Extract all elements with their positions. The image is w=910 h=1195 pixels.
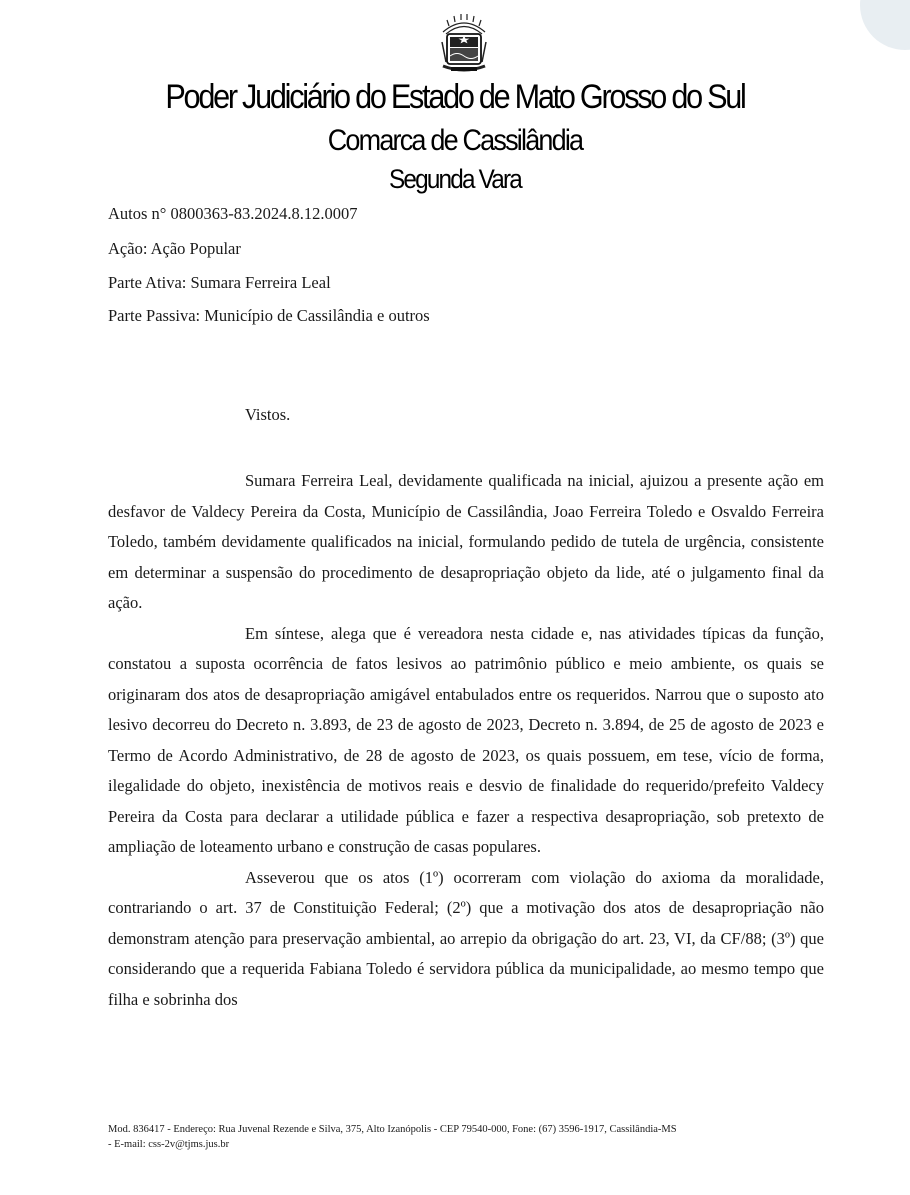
coat-of-arms-icon	[433, 12, 495, 76]
case-action: Ação: Ação Popular	[108, 239, 241, 258]
district-heading: Comarca de Cassilândia	[327, 124, 583, 157]
corner-decoration	[860, 0, 910, 50]
footer-email: - E-mail: css-2v@tjms.jus.br	[108, 1139, 230, 1150]
case-number: Autos n° 0800363-83.2024.8.12.0007	[108, 204, 358, 223]
footer-address: Mod. 836417 - Endereço: Rua Juvenal Rezende e Silva, 375, Alto Izanópolis - CEP 79540-000, Fone: (67) 3596-1917, Cassilândia-MS	[108, 1124, 677, 1135]
active-party: Parte Ativa: Sumara Ferreira Leal	[108, 273, 331, 292]
page-footer	[108, 1122, 824, 1152]
paragraph: Em síntese, alega que é vereadora nesta cidade e, nas atividades típicas da função, constatou a suposta ocorrência de fatos lesivos ao patrimônio público e meio ambiente, os quais se originaram dos atos de desapropriação amigável entabulados entre os requeridos. Narrou que o suposto ato lesivo decorreu do Decreto n. 3.893, de 23 de agosto de 2023, Decreto n. 3.894, de 25 de agosto de 2023 e Termo de Acordo Administrativo, de 28 de agosto de 2023, os quais possuem, em tese, vício de forma, ilegalidade do objeto, inexistência de motivos reais e desvio de finalidade do requerido/prefeito Valdecy Pereira da Costa para declarar a utilidade pública e fazer a respectiva desapropriação, sob pretexto de ampliação de loteamento urbano e construção de casas populares.	[108, 623, 824, 856]
court-division-heading: Segunda Vara	[389, 164, 521, 194]
paragraph: Sumara Ferreira Leal, devidamente qualificada na inicial, ajuizou a presente ação em desfavor de Valdecy Pereira da Costa, Município de Cassilândia, Joao Ferreira Toledo e Osvaldo Ferreira Toledo, também devidamente qualificados na inicial, formulando pedido de tutela de urgência, consistente em determinar a suspensão do procedimento de desapropriação objeto da lide, até o julgamento final da ação.	[108, 471, 824, 612]
paragraph: Asseverou que os atos (1º) ocorreram com violação do axioma da moralidade, contrariando o art. 37 de Constituição Federal; (2º) que a motivação dos atos de desapropriação não demonstram atenção para preservação ambiental, ao arrepio da obrigação do art. 23, VI, da CF/88; (3º) que considerando que a requerida Fabiana Toledo é servidora pública da municipalidade, ao mesmo tempo que filha e sobrinha dos	[108, 867, 824, 1009]
vistos-text: Vistos.	[245, 405, 291, 424]
court-name-heading: Poder Judiciário do Estado de Mato Grosso do Sul	[165, 78, 745, 116]
passive-party: Parte Passiva: Município de Cassilândia e outros	[108, 306, 430, 325]
document-body	[108, 466, 824, 1015]
